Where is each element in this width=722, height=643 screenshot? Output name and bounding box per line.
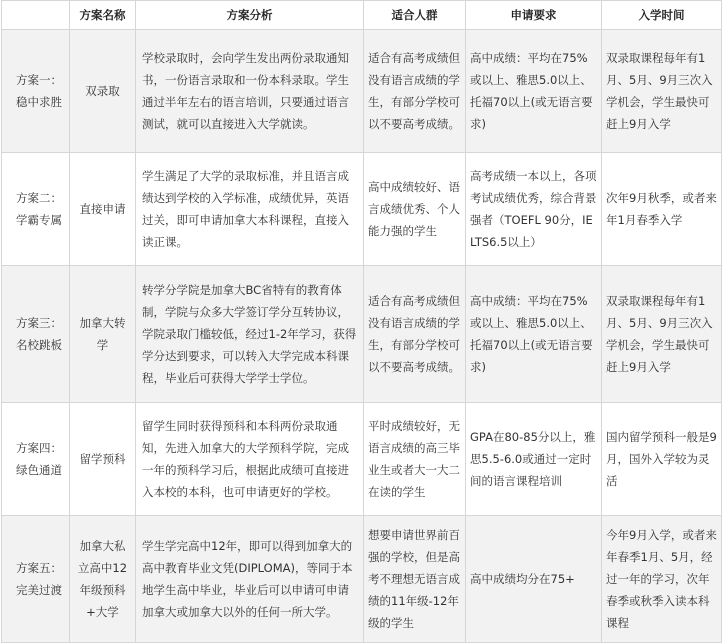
study-plan-table [1, 0, 722, 643]
table-row [2, 266, 722, 403]
plan-requirements: 高中成绩均分在75+ [466, 516, 602, 643]
plan-requirements: GPA在80-85分以上，雅思5.5-6.0或通过一定时间的语言课程培训 [466, 403, 602, 516]
table-row [2, 403, 722, 516]
plan-audience: 平时成绩较好，无语言成绩的高三毕业生或者大一大二在读的学生 [364, 403, 466, 516]
plan-intake: 次年9月秋季，或者来年1月春季入学 [602, 153, 722, 266]
plan-requirements: 高中成绩：平均在75%或以上、雅思5.0以上、托福70以上(或无语言要求) [466, 266, 602, 403]
plan-analysis: 留学生同时获得预科和本科两份录取通知，先进入加拿大的大学预科学院，完成一年的预科学习后，根据此成绩可直接进入本校的本科，也可申请更好的学校。 [136, 403, 364, 516]
plan-intake: 双录取课程每年有1月、5月、9月三次入学机会，学生最快可赶上9月入学 [602, 30, 722, 153]
plan-requirements: 高中成绩：平均在75%或以上、雅思5.0以上、托福70以上(或无语言要求) [466, 30, 602, 153]
plan-audience: 高中成绩较好、语言成绩优秀、个人能力强的学生 [364, 153, 466, 266]
header-row [2, 1, 722, 30]
header-cell-label [2, 1, 70, 30]
plan-label: 方案二：学霸专属 [2, 153, 70, 266]
plan-audience: 适合有高考成绩但没有语言成绩的学生，有部分学校可以不要高考成绩。 [364, 266, 466, 403]
plan-audience: 适合有高考成绩但没有语言成绩的学生，有部分学校可以不要高考成绩。 [364, 30, 466, 153]
plan-name: 留学预科 [70, 403, 136, 516]
plan-name: 双录取 [70, 30, 136, 153]
header-cell-plan-analysis: 方案分析 [136, 1, 364, 30]
plan-intake: 双录取课程每年有1月、5月、9月三次入学机会，学生最快可赶上9月入学 [602, 266, 722, 403]
plan-intake: 国内留学预科一般是9月，国外入学较为灵活 [602, 403, 722, 516]
table-row [2, 30, 722, 153]
plan-label: 方案三：名校跳板 [2, 266, 70, 403]
plan-analysis: 转学分学院是加拿大BC省特有的教育体制，学院与众多大学签订学分互转协议，学院录取门槛较低，经过1-2年学习，获得学分达到要求，可以转入大学完成本科课程，毕业后可获得大学学士学位。 [136, 266, 364, 403]
plan-analysis: 学校录取时，会向学生发出两份录取通知书，一份语言录取和一份本科录取。学生通过半年左右的语言培训，只要通过语言测试，就可以直接进入大学就读。 [136, 30, 364, 153]
plan-name: 加拿大私立高中12年级预科+大学 [70, 516, 136, 643]
header-cell-audience: 适合人群 [364, 1, 466, 30]
plan-label: 方案五：完美过渡 [2, 516, 70, 643]
plan-analysis: 学生满足了大学的录取标准，并且语言成绩达到学校的入学标准，成绩优异，英语过关，即可申请加拿大本科课程，直接入读正课。 [136, 153, 364, 266]
header-cell-plan-name: 方案名称 [70, 1, 136, 30]
plan-audience: 想要申请世界前百强的学校，但是高考不理想无语言成绩的11年级-12年级的学生 [364, 516, 466, 643]
plan-requirements: 高考成绩一本以上，各项考试成绩优秀，综合背景强者（TOEFL 90分，IELTS6.5以上） [466, 153, 602, 266]
plan-label: 方案四：绿色通道 [2, 403, 70, 516]
plan-name: 加拿大转学 [70, 266, 136, 403]
plan-name: 直接申请 [70, 153, 136, 266]
plan-label: 方案一：稳中求胜 [2, 30, 70, 153]
plan-intake: 今年9月入学，或者来年春季1月、5月，经过一年的学习，次年春季或秋季入读本科课程 [602, 516, 722, 643]
plan-analysis: 学生学完高中12年，即可以得到加拿大的高中教育毕业文凭(DIPLOMA)，等同于本地学生高中毕业，毕业后可以申请可申请加拿大或加拿大以外的任何一所大学。 [136, 516, 364, 643]
table-row [2, 153, 722, 266]
header-cell-intake: 入学时间 [602, 1, 722, 30]
header-cell-requirements: 申请要求 [466, 1, 602, 30]
table-row [2, 516, 722, 643]
